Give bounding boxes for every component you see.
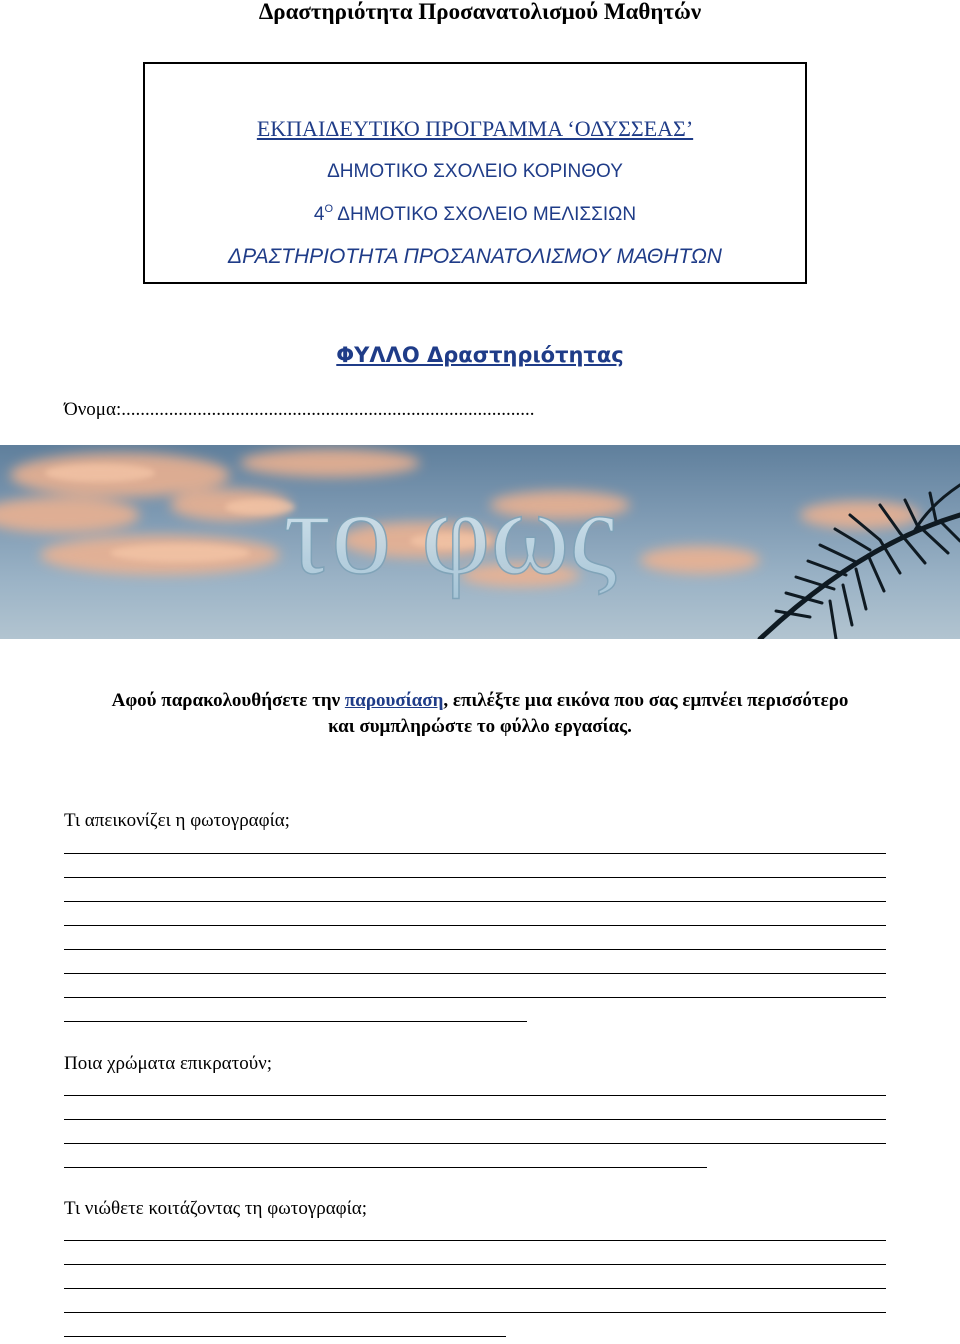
answer-line[interactable] <box>64 1312 886 1313</box>
school-melissia <box>145 203 805 226</box>
answer-line[interactable] <box>64 1264 886 1265</box>
question-1: Τι απεικονίζει η φωτογραφία; <box>64 810 290 831</box>
program-title: ΕΚΠΑΙΔΕΥΤΙΚΟ ΠΡΟΓΡΑΜΜΑ ‘ΟΔΥΣΣΕΑΣ’ <box>256 116 694 141</box>
instructions-line1: Αφού παρακολουθήσετε την παρουσίαση, επιλέξτε μια εικόνα που σας εμπνέει περισσότερο <box>111 690 849 711</box>
answer-line[interactable] <box>64 949 886 950</box>
sheet-title: ΦΥΛΛΟ Δραστηριότητας <box>336 343 624 367</box>
school-number-suffix: Ο <box>324 203 334 215</box>
school-number: 4 <box>313 204 325 225</box>
instructions-line2: και συμπληρώστε το φύλλο εργασίας. <box>328 716 632 737</box>
name-label: Όνομα: <box>64 399 122 420</box>
header-box <box>143 62 807 284</box>
answer-line[interactable] <box>64 877 886 878</box>
name-field[interactable] <box>64 399 534 421</box>
answer-line[interactable] <box>64 1021 527 1022</box>
activity-title: ΔΡΑΣΤΗΡΙΟΤΗΤΑ ΠΡΟΣΑΝΑΤΟΛΙΣΜΟΥ ΜΑΘΗΤΩΝ <box>228 245 722 268</box>
instructions <box>30 688 930 740</box>
answer-line[interactable] <box>64 1167 707 1168</box>
answer-line[interactable] <box>64 925 886 926</box>
answer-line[interactable] <box>64 853 886 854</box>
answer-line[interactable] <box>64 1095 886 1096</box>
banner-title-text: το φως <box>283 466 617 599</box>
answer-line[interactable] <box>64 1119 886 1120</box>
answer-line[interactable] <box>64 1240 886 1241</box>
answer-line[interactable] <box>64 973 886 974</box>
banner-image <box>0 445 960 639</box>
answer-line[interactable] <box>64 997 886 998</box>
answer-line[interactable] <box>64 1143 886 1144</box>
question-2: Ποια χρώματα επικρατούν; <box>64 1053 273 1074</box>
answer-line[interactable] <box>64 901 886 902</box>
presentation-link[interactable]: παρουσίαση <box>344 690 444 711</box>
document-title: Δραστηριότητα Προσανατολισμού Μαθητών <box>258 0 702 24</box>
question-3: Τι νιώθετε κοιτάζοντας τη φωτογραφία; <box>64 1198 367 1219</box>
answer-line[interactable] <box>64 1336 506 1337</box>
answer-line[interactable] <box>64 1288 886 1289</box>
name-dots: ....................................................................................... <box>121 399 535 420</box>
sky-photo <box>0 445 960 639</box>
school-name: ΔΗΜΟΤΙΚΟ ΣΧΟΛΕΙΟ ΜΕΛΙΣΣΙΩΝ <box>333 204 637 225</box>
school-korinthos: ΔΗΜΟΤΙΚΟ ΣΧΟΛΕΙΟ ΚΟΡΙΝΘΟΥ <box>327 161 623 182</box>
